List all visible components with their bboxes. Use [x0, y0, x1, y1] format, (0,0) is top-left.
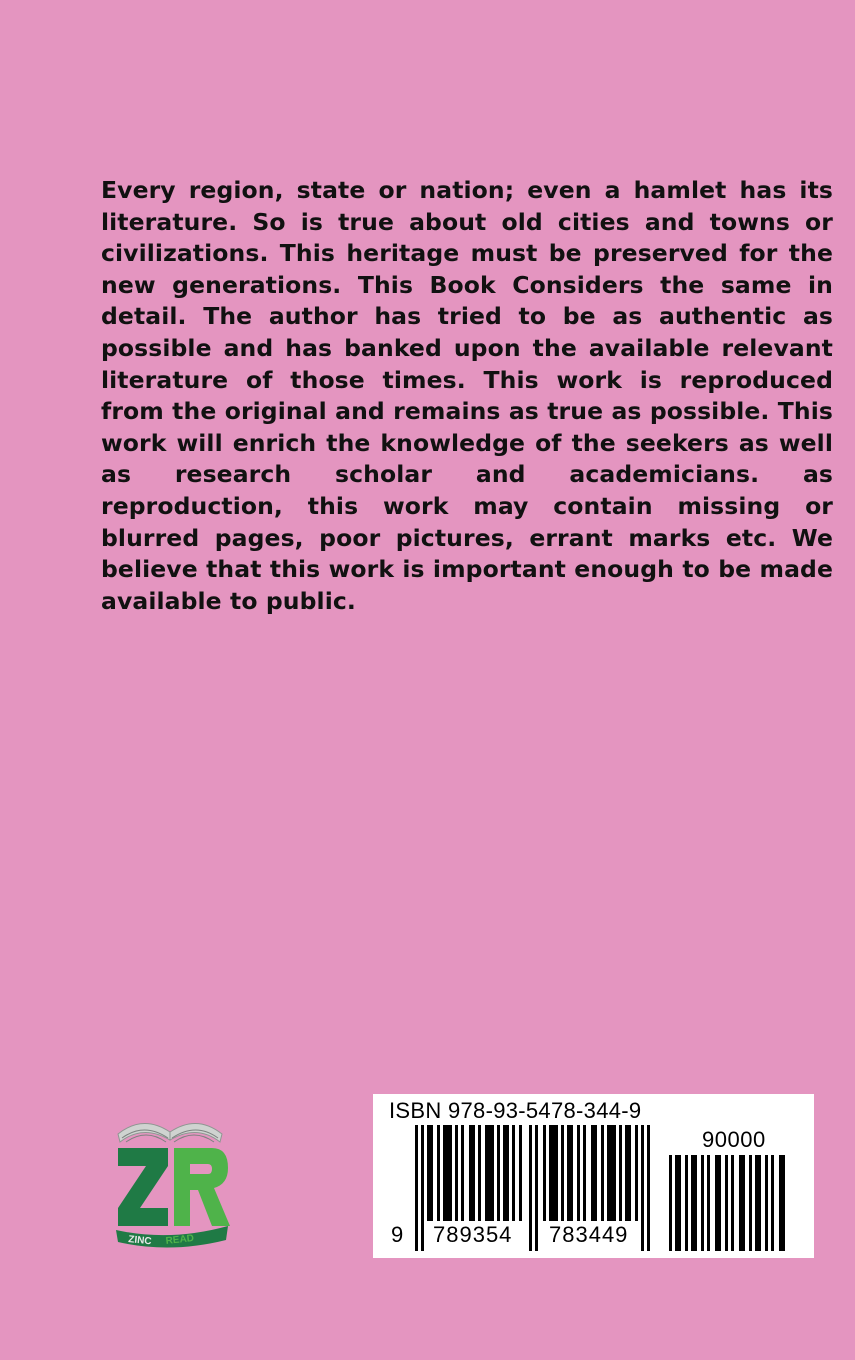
isbn-barcode: [373, 1094, 814, 1258]
barcode-digits-right: 783449: [549, 1222, 629, 1247]
price-addon-bars: [669, 1155, 789, 1251]
svg-text:READ: READ: [165, 1233, 195, 1247]
barcode-digit-lead: 9: [391, 1222, 405, 1247]
book-description: Every region, state or nation; even a hamlet has its literature. So is true about old cities and towns or civilizations. This heritage must be preserved for the new generations. This Book Considers the same in detail. The author has tried to be as authentic as possible and has banked upon the available relevant literature of those times. This work is reproduced from the original and remains as true as possible. This work will enrich the knowledge of the seekers as well as research scholar and academicians. as reproduction, this work may contain missing or blurred pages, poor pictures, errant marks etc. We believe that this work is important enough to be made available to public.: [101, 176, 833, 615]
isbn-label: ISBN 978-93-5478-344-9: [389, 1098, 642, 1123]
svg-text:ZINC: ZINC: [127, 1234, 153, 1248]
zincread-logo-icon: [108, 1108, 238, 1248]
barcode-digits-left: 789354: [433, 1222, 513, 1247]
price-code: 90000: [702, 1127, 766, 1152]
